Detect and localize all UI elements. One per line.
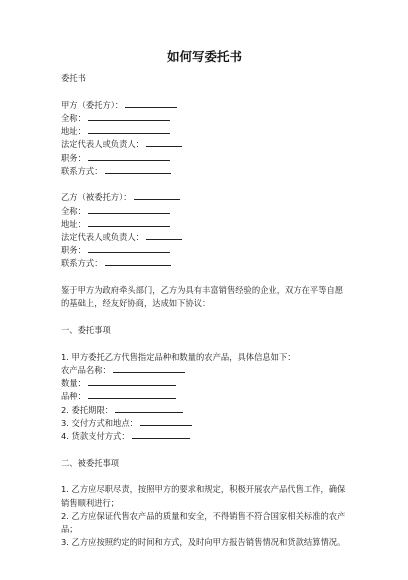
party-b-contact-label: 联系方式： (61, 258, 103, 269)
document-title: 如何写委托书 (166, 49, 242, 64)
variety-label: 品种： (61, 391, 86, 402)
party-a-legal-rep-blank (146, 138, 182, 147)
quantity-blank (88, 377, 176, 386)
party-a-position-row (61, 152, 348, 165)
party-b-address-label: 地址： (61, 218, 86, 229)
section-1-heading: 一、委托事项 (61, 325, 111, 336)
party-a-heading: 甲方（委托方）： (61, 99, 124, 110)
payment-blank (132, 430, 190, 439)
party-b-contact-row (61, 257, 348, 270)
section-1-item-3: 3. 交付方式和地点： (61, 417, 138, 428)
product-name-blank (113, 364, 185, 373)
party-b-heading: 乙方（被委托方）： (61, 192, 132, 203)
party-b-address-blank (88, 218, 170, 227)
spacer (61, 443, 348, 457)
party-a-full-name-blank (88, 112, 170, 121)
party-a-full-name-row (61, 112, 348, 125)
party-b-legal-rep-label: 法定代表人或负责人： (61, 232, 144, 243)
section-1-item-1: 1. 甲方委托乙方代售指定品种和数量的农产品，具体信息如下： (61, 351, 296, 362)
section-2-item-1: 1. 乙方应尽职尽责，按照甲方的要求和规定，积极开展农产品代售工作，确保销售顺利进行； (61, 484, 346, 508)
party-b-position-blank (88, 244, 170, 253)
document-subtitle: 委托书 (61, 73, 86, 83)
term-blank (115, 404, 183, 413)
quantity-row (61, 377, 348, 390)
party-a-address-label: 地址： (61, 126, 86, 137)
party-a-full-name-label: 全称： (61, 112, 86, 123)
party-a-contact-blank (105, 165, 171, 174)
party-a-blank (125, 99, 177, 108)
party-a-legal-rep-label: 法定代表人或负责人： (61, 139, 144, 150)
party-a-contact-label: 联系方式： (61, 165, 103, 176)
variety-blank (88, 390, 176, 399)
party-b-position-row (61, 244, 348, 257)
section-1-item-3-row (61, 417, 348, 430)
party-b-legal-rep-blank (146, 231, 182, 240)
delivery-blank (140, 417, 192, 426)
party-b-full-name-label: 全称： (61, 205, 86, 216)
party-a-contact-row (61, 165, 348, 178)
product-name-row (61, 364, 348, 377)
party-a-position-label: 职务： (61, 152, 86, 163)
section-1-item-2-row (61, 404, 348, 417)
party-a-position-blank (88, 152, 170, 161)
spacer (61, 271, 348, 285)
party-b-heading-row (61, 191, 348, 204)
quantity-label: 数量： (61, 378, 86, 389)
party-b-full-name-blank (88, 205, 170, 214)
party-b-position-label: 职务： (61, 245, 86, 256)
party-b-contact-blank (105, 257, 171, 266)
preamble-paragraph: 鉴于甲方为政府牵头部门，乙方为具有丰富销售经验的企业，双方在平等自愿的基础上，经友好协商，达成如下协议： (61, 285, 344, 309)
spacer (61, 337, 348, 351)
spacer (61, 178, 348, 192)
section-2-item-3: 3. 乙方应按照约定的时间和方式，及时向甲方报告销售情况和货款结算情况。 (61, 537, 346, 548)
section-1-item-4-row (61, 430, 348, 443)
party-a-address-blank (88, 125, 170, 134)
party-a-heading-row (61, 99, 348, 112)
party-b-blank (134, 191, 180, 200)
section-1-item-2: 2. 委托期限： (61, 404, 114, 415)
party-b-address-row (61, 218, 348, 231)
spacer (61, 470, 348, 484)
section-2-heading: 二、被委托事项 (61, 457, 120, 468)
party-b-legal-rep-row (61, 231, 348, 244)
product-name-label: 农产品名称： (61, 364, 111, 375)
spacer (61, 85, 348, 99)
spacer (61, 311, 348, 325)
party-b-full-name-row (61, 205, 348, 218)
variety-row (61, 390, 348, 403)
party-a-address-row (61, 125, 348, 138)
section-1-item-4: 4. 货款支付方式： (61, 430, 130, 441)
section-2-item-2: 2. 乙方应保证代售农产品的质量和安全，不得销售不符合国家相关标准的农产品； (61, 510, 346, 534)
party-a-legal-rep-row (61, 138, 348, 151)
